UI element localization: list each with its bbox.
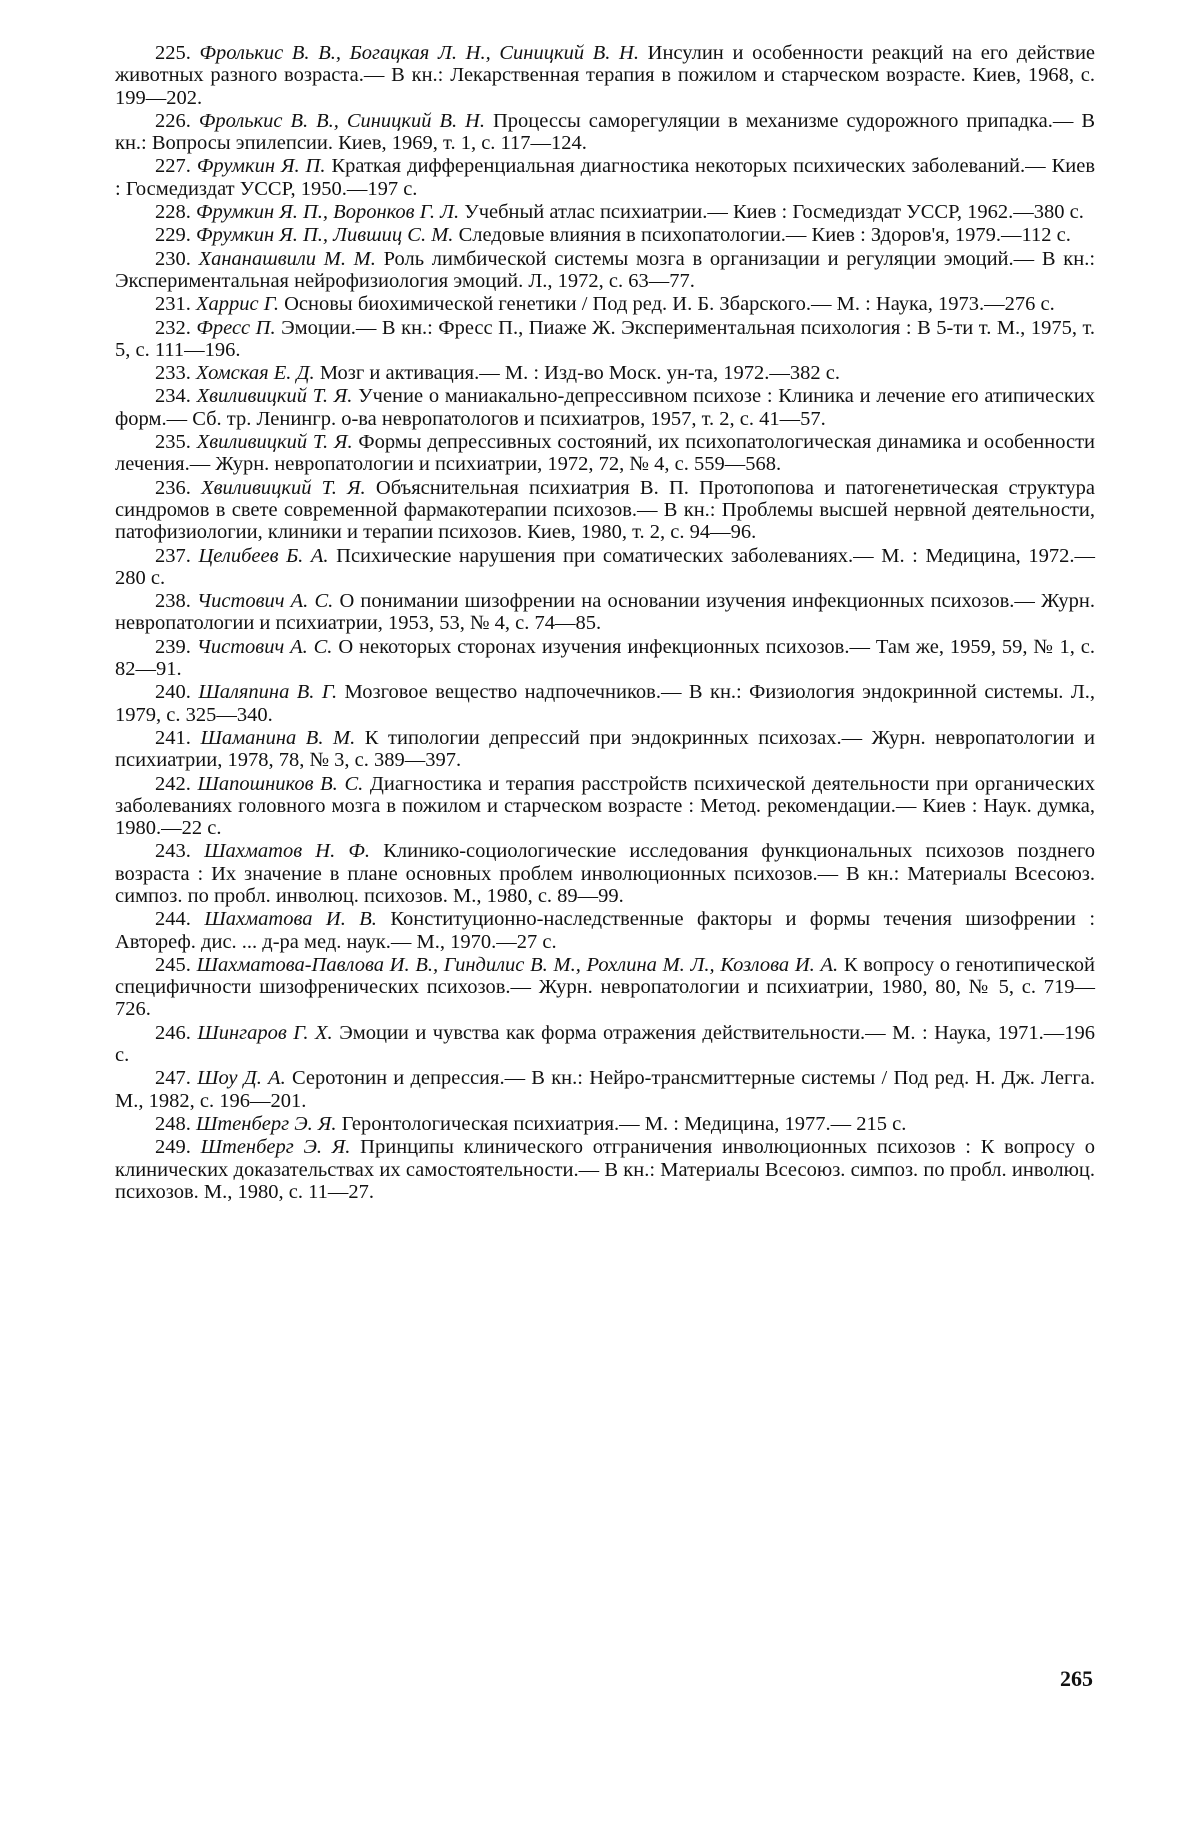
entry-number: 240. bbox=[155, 681, 191, 704]
entry-number: 249. bbox=[155, 1136, 191, 1159]
entry-number: 238. bbox=[155, 590, 191, 613]
entry-number: 243. bbox=[155, 840, 191, 863]
bibliography-entry bbox=[115, 545, 1095, 590]
bibliography-entry bbox=[115, 155, 1095, 200]
bibliography-entry bbox=[115, 1067, 1095, 1112]
bibliography-entry bbox=[115, 840, 1095, 907]
entry-text: Психические нарушения при соматических заболеваниях.— М. : Медицина, 1972.—280 с. bbox=[115, 544, 1096, 589]
entry-text: Клинико-социологические исследования функциональных психозов позднего возраста : Их значение в плане основных проблем инволюционных психозов.— В кн.: Материалы Всесоюз. симпоз. по пробл. инволюц. психозов. М., 1980, с. 89—99. bbox=[115, 840, 1096, 907]
bibliography-entry bbox=[115, 362, 1095, 384]
entry-text: Принципы клинического отграничения инволюционных психозов : К вопросу о клинических доказательствах их самостоятельности.— В кн.: Материалы Всесоюз. симпоз. по пробл. инволюц. психозов. М., 1980, с. 11—27. bbox=[115, 1136, 1096, 1203]
bibliography-entry bbox=[115, 727, 1095, 772]
entry-number: 229. bbox=[155, 224, 191, 247]
bibliography-entry bbox=[115, 681, 1095, 726]
entry-number: 242. bbox=[155, 772, 191, 795]
entry-authors: Штенберг Э. Я. bbox=[196, 1112, 337, 1135]
entry-authors: Чистович А. С. bbox=[196, 635, 333, 658]
entry-authors: Шаляпина В. Г. bbox=[198, 681, 338, 704]
bibliography-entry bbox=[115, 908, 1095, 953]
entry-text: Инсулин и особенности реакций на его действие животных разного возраста.— В кн.: Лекарственная терапия в пожилом и старческом возрасте. Киев, 1968, с. 199—202. bbox=[115, 42, 1096, 109]
entry-text: Учебный атлас психиатрии.— Киев : Госмедиздат УССР, 1962.—380 с. bbox=[464, 201, 1084, 224]
entry-text: О понимании шизофрении на основании изучения инфекционных психозов.— Журн. невропатологии и психиатрии, 1953, 53, № 4, с. 74—85. bbox=[115, 590, 1096, 635]
entry-authors: Хвиливицкий Т. Я. bbox=[196, 431, 353, 454]
entry-number: 245. bbox=[155, 953, 191, 976]
entry-authors: Фрумкин Я. П., Лившиц С. М. bbox=[196, 224, 454, 247]
entry-authors: Шахматов Н. Ф. bbox=[204, 840, 371, 863]
bibliography-entry bbox=[115, 42, 1095, 109]
entry-authors: Шоу Д. А. bbox=[197, 1067, 286, 1090]
entry-number: 228. bbox=[155, 201, 191, 224]
entry-text: Процессы саморегуляции в механизме судорожного припадка.— В кн.: Вопросы эпилепсии. Киев, 1969, т. 1, с. 117—124. bbox=[115, 109, 1096, 155]
bibliography-entry bbox=[115, 636, 1095, 681]
entry-text: Мозг и активация.— М. : Изд-во Моск. ун-та, 1972.—382 с. bbox=[319, 362, 840, 385]
entry-number: 225. bbox=[155, 42, 191, 64]
entry-number: 239. bbox=[155, 635, 191, 658]
entry-number: 244. bbox=[155, 908, 191, 931]
entry-text: Конституционно-наследственные факторы и формы течения шизофрении : Автореф. дис. ... д-ра мед. наук.— М., 1970.—27 с. bbox=[115, 908, 1096, 953]
bibliography-entry bbox=[115, 590, 1095, 635]
entry-text: Роль лимбической системы мозга в организации и регуляции эмоций.— В кн.: Экспериментальная нейрофизиология эмоций. Л., 1972, с. 63—77. bbox=[115, 247, 1096, 292]
entry-number: 231. bbox=[155, 293, 191, 316]
bibliography-entry bbox=[115, 201, 1095, 223]
bibliography-entry bbox=[115, 1113, 1095, 1135]
entry-text: Основы биохимической генетики / Под ред. И. Б. Збарского.— М. : Наука, 1973.—276 с. bbox=[284, 293, 1055, 316]
entry-number: 241. bbox=[155, 726, 191, 749]
bibliography-entry bbox=[115, 385, 1095, 430]
entry-text: К вопросу о генотипической специфичности шизофренических психозов.— Журн. невропатологии и психиатрии, 1980, 80, № 5, с. 719—726. bbox=[115, 953, 1095, 1021]
entry-authors: Фрумкин Я. П. bbox=[196, 155, 326, 178]
entry-authors: Хвиливицкий Т. Я. bbox=[196, 385, 353, 408]
bibliography-entry bbox=[115, 248, 1095, 293]
entry-text: Геронтологическая психиатрия.— М. : Медицина, 1977.— 215 с. bbox=[341, 1112, 907, 1135]
entry-number: 232. bbox=[155, 316, 191, 339]
entry-text: Следовые влияния в психопатологии.— Киев : Здоров'я, 1979.—112 с. bbox=[458, 224, 1071, 247]
entry-authors: Шахматова-Павлова И. В., Гиндилис В. М., Рохлина М. Л., Козлова И. А. bbox=[196, 953, 839, 976]
entry-number: 233. bbox=[155, 362, 191, 385]
bibliography-list bbox=[115, 42, 1095, 1204]
entry-authors: Шапошников В. С. bbox=[197, 772, 364, 795]
entry-number: 227. bbox=[155, 155, 191, 178]
entry-number: 235. bbox=[155, 431, 191, 454]
bibliography-entry bbox=[115, 1136, 1095, 1203]
entry-number: 226. bbox=[155, 109, 191, 132]
entry-authors: Фрумкин Я. П., Воронков Г. Л. bbox=[196, 201, 460, 224]
entry-authors: Фролькис В. В., Богацкая Л. Н., Синицкий В. Н. bbox=[199, 42, 639, 64]
entry-number: 247. bbox=[155, 1067, 191, 1090]
bibliography-entry bbox=[115, 954, 1095, 1021]
bibliography-entry bbox=[115, 317, 1095, 362]
entry-text: Краткая дифференциальная диагностика некоторых психических заболеваний.— Киев : Госмедиздат УССР, 1950.—197 с. bbox=[115, 155, 1096, 200]
entry-text: Мозговое вещество надпочечников.— В кн.: Физиология эндокринной системы. Л., 1979, с. 325—340. bbox=[115, 681, 1096, 726]
bibliography-entry bbox=[115, 224, 1095, 246]
entry-text: К типологии депрессий при эндокринных психозах.— Журн. невропатологии и психиатрии, 1978, 78, № 3, с. 389—397. bbox=[115, 726, 1095, 772]
entry-text: Эмоции.— В кн.: Фресс П., Пиаже Ж. Экспериментальная психология : В 5-ти т. М., 1975, т. 5, с. 111—196. bbox=[115, 316, 1095, 361]
bibliography-entry bbox=[115, 1022, 1095, 1067]
entry-authors: Штенберг Э. Я. bbox=[200, 1136, 351, 1159]
bibliography-entry bbox=[115, 431, 1095, 476]
entry-authors: Хананашвили М. М. bbox=[198, 247, 376, 270]
bibliography-entry bbox=[115, 773, 1095, 840]
bibliography-entry bbox=[115, 293, 1095, 315]
entry-authors: Хвиливицкий Т. Я. bbox=[201, 476, 366, 499]
entry-number: 236. bbox=[155, 476, 191, 499]
entry-authors: Шингаров Г. Х. bbox=[197, 1021, 333, 1044]
entry-authors: Шаманина В. М. bbox=[200, 726, 356, 749]
entry-authors: Фресс П. bbox=[196, 316, 276, 339]
entry-text: Объяснительная психиатрия В. П. Протопопова и патогенетическая структура синдромов в свете современной фармакотерапии психозов.— В кн.: Проблемы высшей нервной деятельности, патофизиологии, клиники и терапии психозов. Киев, 1980, т. 2, с. 94—96. bbox=[115, 476, 1096, 544]
entry-authors: Хомская Е. Д. bbox=[196, 362, 315, 385]
entry-authors: Харрис Г. bbox=[196, 293, 279, 316]
entry-text: Серотонин и депрессия.— В кн.: Нейро-трансмиттерные системы / Под ред. Н. Дж. Легга. М., 1982, с. 196—201. bbox=[115, 1067, 1096, 1112]
entry-number: 234. bbox=[155, 385, 191, 408]
entry-number: 230. bbox=[155, 247, 191, 270]
entry-number: 237. bbox=[155, 544, 191, 567]
bibliography-entry bbox=[115, 110, 1095, 155]
entry-authors: Чистович А. С. bbox=[197, 590, 334, 613]
entry-text: Эмоции и чувства как форма отражения действительности.— М. : Наука, 1971.—196 с. bbox=[115, 1021, 1096, 1067]
entry-number: 246. bbox=[155, 1021, 191, 1044]
entry-text: Диагностика и терапия расстройств психической деятельности при органических заболеваниях головного мозга в пожилом и старческом возрасте : Метод. рекомендации.— Киев : Наук. думка, 1980.—22 с. bbox=[115, 772, 1095, 840]
entry-text: Формы депрессивных состояний, их психопатологическая динамика и особенности лечения.— Журн. невропатологии и психиатрии, 1972, 72, № 4, с. 559—568. bbox=[115, 431, 1096, 476]
entry-authors: Фролькис В. В., Синицкий В. Н. bbox=[198, 109, 485, 132]
entry-number: 248. bbox=[155, 1112, 191, 1135]
entry-authors: Шахматова И. В. bbox=[204, 908, 377, 931]
entry-text: Учение о маниакально-депрессивном психозе : Клиника и лечение его атипических форм.— Сб. тр. Ленингр. о-ва невропатологов и психиатров, 1957, т. 2, с. 41—57. bbox=[115, 385, 1096, 430]
entry-authors: Целибеев Б. А. bbox=[198, 544, 329, 567]
page-number: 265 bbox=[1060, 1666, 1093, 1691]
entry-text: О некоторых сторонах изучения инфекционных психозов.— Там же, 1959, 59, № 1, с. 82—91. bbox=[115, 635, 1096, 681]
bibliography-entry bbox=[115, 477, 1095, 544]
